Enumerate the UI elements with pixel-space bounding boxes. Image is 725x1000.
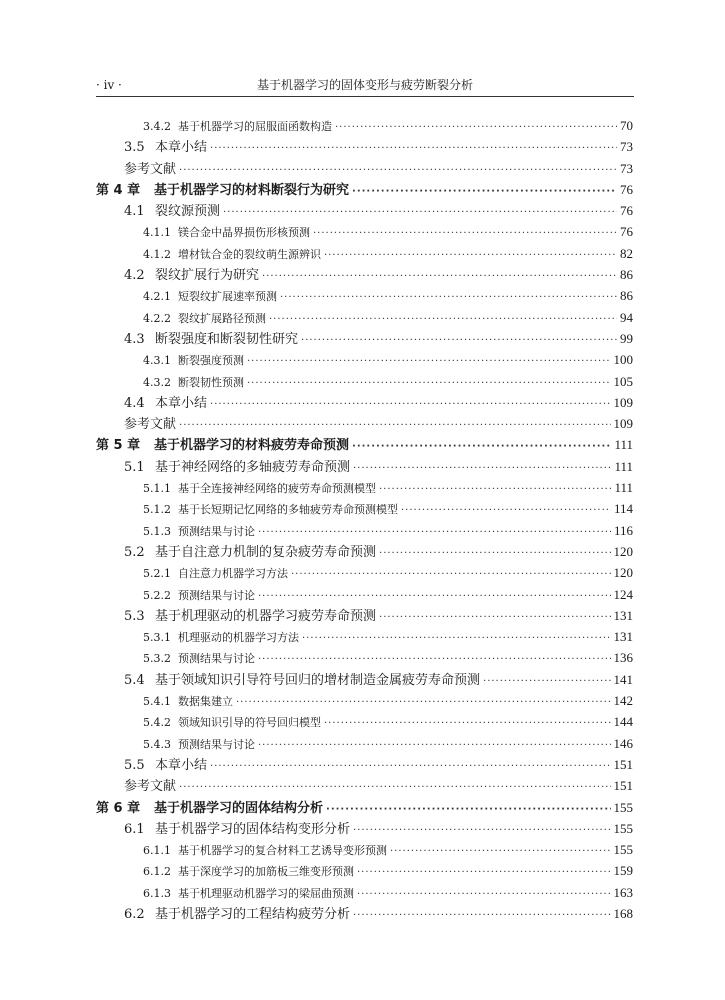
toc-entry-number: 第 5 章 [96,438,141,454]
toc-dot-leader [357,862,611,883]
toc-entry-title: 基于深度学习的加筋板三维变形预测 [178,865,354,879]
toc-entry-number: 5.1.3 [143,524,171,538]
toc-dot-leader [262,266,617,287]
toc-entry-subsection[interactable] [96,371,633,392]
toc-entry-number: 4.1 [124,204,145,220]
toc-entry-number: 6.1.2 [143,865,171,879]
toc-entry-page-number: 76 [620,181,633,197]
toc-entry-page-number: 151 [613,756,633,772]
toc-entry-section[interactable] [96,669,633,690]
toc-entry-page-number: 120 [613,543,633,559]
toc-entry-refs[interactable] [96,413,633,434]
toc-dot-leader [223,202,617,223]
toc-dot-leader [379,543,610,564]
toc-entry-page-number: 82 [620,245,633,261]
toc-dot-leader [258,522,611,543]
toc-entry-number: 6.1 [124,821,145,837]
toc-entry-number: 5.4 [124,672,145,688]
toc-dot-leader [236,692,611,713]
toc-entry-number: 5.3 [124,608,145,624]
toc-entry-title: 参考文献 [124,161,177,177]
toc-entry-page-number: 159 [613,863,633,879]
toc-entry-number: 4.3 [124,331,145,347]
header-page-number: · iv · [96,78,122,92]
toc-entry-title: 基于全连接神经网络的疲劳寿命预测模型 [178,482,376,496]
toc-entry-title: 基于机器学习的固体结构分析 [154,800,324,816]
toc-entry-page-number: 76 [620,203,633,219]
toc-entry-number: 5.1.2 [143,503,171,517]
toc-entry-subsection[interactable] [96,115,633,136]
toc-dot-leader [258,586,611,607]
toc-entry-title: 基于机器学习的屈服面函数构造 [178,120,332,133]
toc-entry-number: 6.1.1 [143,844,171,858]
toc-entry-section[interactable] [96,541,633,562]
toc-entry-title: 参考文献 [124,779,177,795]
toc-entry-number: 4.2 [124,268,145,284]
toc-entry-page-number: 136 [613,650,633,666]
toc-dot-leader [210,138,617,159]
toc-entry-number: 5.1.1 [143,482,171,496]
toc-entry-page-number: 86 [620,267,633,283]
toc-entry-title: 断裂韧性预测 [178,375,244,389]
toc-dot-leader [179,160,617,181]
toc-entry-subsection[interactable] [96,584,633,605]
toc-entry-subsection[interactable] [96,285,633,306]
toc-entry-page-number: 73 [620,139,633,155]
toc-entry-number: 5.3.1 [143,631,171,645]
toc-entry-title: 预测结果与讨论 [178,524,255,538]
toc-dot-leader [269,309,617,330]
toc-dot-leader [280,287,617,308]
toc-dot-leader [353,458,611,479]
toc-dot-leader [379,607,610,628]
toc-entry-title: 基于机器学习的固体结构变形分析 [155,821,351,837]
toc-entry-title: 参考文献 [124,417,177,433]
toc-dot-leader [301,330,617,351]
toc-entry-page-number: 86 [620,288,633,304]
toc-entry-page-number: 111 [614,480,633,496]
toc-entry-number: 6.1.3 [143,886,171,900]
toc-entry-page-number: 146 [613,735,633,751]
toc-entry-page-number: 163 [613,884,633,900]
toc-entry-page-number: 131 [613,607,633,623]
header-book-title: 基于机器学习的固体变形与疲劳断裂分析 [256,78,473,92]
toc-dot-leader [353,820,610,841]
toc-entry-subsection[interactable] [96,520,633,541]
toc-entry-number: 5.5 [124,757,145,773]
toc-entry-subsection[interactable] [96,839,633,860]
toc-entry-section[interactable] [96,392,633,413]
toc-entry-page-number: 142 [613,693,633,709]
toc-entry-title: 数据集建立 [178,695,233,709]
toc-entry-subsection[interactable] [96,711,633,732]
toc-entry-section[interactable] [96,136,633,157]
toc-dot-leader [352,181,617,202]
toc-entry-title: 基于领域知识引导符号回归的增材制造金属疲劳寿命预测 [155,672,481,688]
toc-entry-title: 基于机器学习的材料疲劳寿命预测 [154,438,350,454]
toc-entry-title: 基于机器学习的复合材料工艺诱导变形预测 [178,844,387,858]
toc-dot-leader [258,649,611,670]
toc-dot-leader [179,415,610,436]
toc-entry-page-number: 76 [620,224,633,240]
toc-entry-section[interactable] [96,200,633,221]
toc-entry-subsection[interactable] [96,477,633,498]
toc-entry-section[interactable] [96,264,633,285]
toc-entry-page-number: 70 [620,118,633,133]
toc-entry-title: 镁合金中晶界损伤形核预测 [178,226,310,240]
toc-entry-title: 预测结果与讨论 [178,588,255,602]
toc-entry-section[interactable] [96,818,633,839]
toc-dot-leader [324,245,617,266]
toc-entry-page-number: 131 [613,629,633,645]
toc-entry-title: 基于长短期记忆网络的多轴疲劳寿命预测模型 [178,503,398,517]
toc-entry-title: 基于机器学习的材料断裂行为研究 [154,182,350,198]
toc-entry-section[interactable] [96,328,633,349]
toc-entry-title: 本章小结 [155,140,208,156]
toc-entry-number: 第 4 章 [96,182,141,198]
toc-dot-leader [483,671,610,692]
toc-entry-page-number: 94 [620,309,633,325]
toc-entry-number: 5.3.2 [143,652,171,666]
toc-entry-number: 5.2 [124,544,145,560]
toc-entry-page-number: 111 [614,458,633,474]
toc-entry-number: 4.2.2 [143,311,171,325]
toc-entry-title: 裂纹扩展路径预测 [178,311,266,325]
toc-dot-leader [352,436,611,457]
toc-entry-section[interactable] [96,605,633,626]
toc-entry-number: 4.1.1 [143,226,171,240]
toc-entry-number: 第 6 章 [96,800,141,816]
toc-entry-number: 4.3.1 [143,354,171,368]
toc-dot-leader [379,479,611,500]
toc-entry-page-number: 99 [620,330,633,346]
toc-entry-subsection[interactable] [96,647,633,668]
toc-dot-leader [326,799,610,820]
toc-dot-leader [357,884,611,905]
toc-entry-title: 本章小结 [155,395,208,411]
toc-entry-refs[interactable] [96,158,633,179]
toc-entry-page-number: 116 [613,522,633,538]
toc-dot-leader [313,223,617,244]
toc-entry-page-number: 100 [613,352,633,368]
toc-entry-title: 基于神经网络的多轴疲劳寿命预测 [155,459,351,475]
toc-entry-title: 基于自注意力机制的复杂疲劳寿命预测 [155,544,377,560]
toc-entry-page-number: 124 [613,586,633,602]
toc-entry-title: 机理驱动的机器学习方法 [178,631,299,645]
toc-entry-number: 3.4.2 [143,120,171,133]
toc-entry-number: 4.4 [124,395,145,411]
toc-entry-section[interactable] [96,754,633,775]
toc-entry-title: 预测结果与讨论 [178,652,255,666]
toc-entry-title: 断裂强度预测 [178,354,244,368]
toc-entry-subsection[interactable] [96,498,633,519]
toc-entry-number: 5.1 [124,459,145,475]
toc-dot-leader [291,564,611,585]
toc-dot-leader [210,394,610,415]
toc-entry-subsection[interactable] [96,882,633,903]
toc-entry-page-number: 109 [613,416,633,432]
toc-entry-title: 预测结果与讨论 [178,737,255,751]
toc-entry-number: 5.2.2 [143,588,171,602]
toc-entry-number: 4.3.2 [143,375,171,389]
toc-entry-page-number: 73 [620,160,633,176]
toc-entry-page-number: 114 [613,501,633,517]
toc-dot-leader [302,628,611,649]
toc-entry-page-number: 155 [613,820,633,836]
toc-entry-page-number: 111 [614,437,633,453]
toc-entry-title: 断裂强度和断裂韧性研究 [155,331,299,347]
toc-entry-title: 自注意力机器学习方法 [178,567,288,581]
toc-entry-title: 基于机理驱动的机器学习疲劳寿命预测 [155,608,377,624]
toc-dot-leader [247,373,611,394]
toc-entry-subsection[interactable] [96,562,633,583]
toc-entry-title: 领域知识引导的符号回归模型 [178,716,321,730]
toc-entry-subsection[interactable] [96,860,633,881]
toc-entry-chapter[interactable] [96,434,633,455]
toc-entry-number: 5.2.1 [143,567,171,581]
toc-entry-chapter[interactable] [96,797,633,818]
toc-entry-number: 4.1.2 [143,247,171,261]
toc-entry-number: 4.2.1 [143,290,171,304]
toc-entry-section[interactable] [96,456,633,477]
toc-entry-title: 增材钛合金的裂纹萌生源辨识 [178,247,321,261]
toc-entry-subsection[interactable] [96,349,633,370]
toc-entry-subsection[interactable] [96,221,633,242]
toc-entry-subsection[interactable] [96,733,633,754]
toc-entry-page-number: 144 [613,714,633,730]
toc-entry-section[interactable] [96,903,633,924]
toc-entry-page-number: 120 [613,565,633,581]
toc-entry-title: 基于机理驱动机器学习的梁屈曲预测 [178,886,354,900]
toc-entry-refs[interactable] [96,775,633,796]
toc-entry-subsection[interactable] [96,307,633,328]
toc-entry-number: 5.4.2 [143,716,171,730]
toc-entry-page-number: 151 [613,778,633,794]
toc-entry-page-number: 141 [613,671,633,687]
toc-entry-title: 裂纹源预测 [155,204,221,220]
toc-dot-leader [390,841,611,862]
toc-entry-page-number: 109 [613,394,633,410]
toc-entry-title: 短裂纹扩展速率预测 [178,290,277,304]
page-header [96,76,634,97]
toc-entry-number: 6.2 [124,906,145,922]
toc-dot-leader [247,351,611,372]
toc-entry-subsection[interactable] [96,690,633,711]
toc-entry-subsection[interactable] [96,626,633,647]
toc-dot-leader [335,117,617,138]
table-of-contents [96,115,633,924]
toc-entry-page-number: 105 [613,373,633,389]
toc-entry-subsection[interactable] [96,243,633,264]
toc-entry-page-number: 155 [613,799,633,815]
toc-entry-number: 3.5 [124,140,145,156]
toc-dot-leader [353,905,610,926]
toc-entry-title: 基于机器学习的工程结构疲劳分析 [155,906,351,922]
toc-entry-title: 本章小结 [155,757,208,773]
toc-entry-number: 5.4.3 [143,737,171,751]
toc-entry-chapter[interactable] [96,179,633,200]
toc-entry-number: 5.4.1 [143,695,171,709]
toc-entry-title: 裂纹扩展行为研究 [155,268,260,284]
toc-dot-leader [324,713,611,734]
toc-entry-page-number: 155 [613,842,633,858]
toc-dot-leader [258,735,611,756]
toc-dot-leader [179,777,610,798]
toc-dot-leader [210,756,610,777]
toc-entry-page-number: 168 [613,905,633,921]
toc-dot-leader [401,500,611,521]
